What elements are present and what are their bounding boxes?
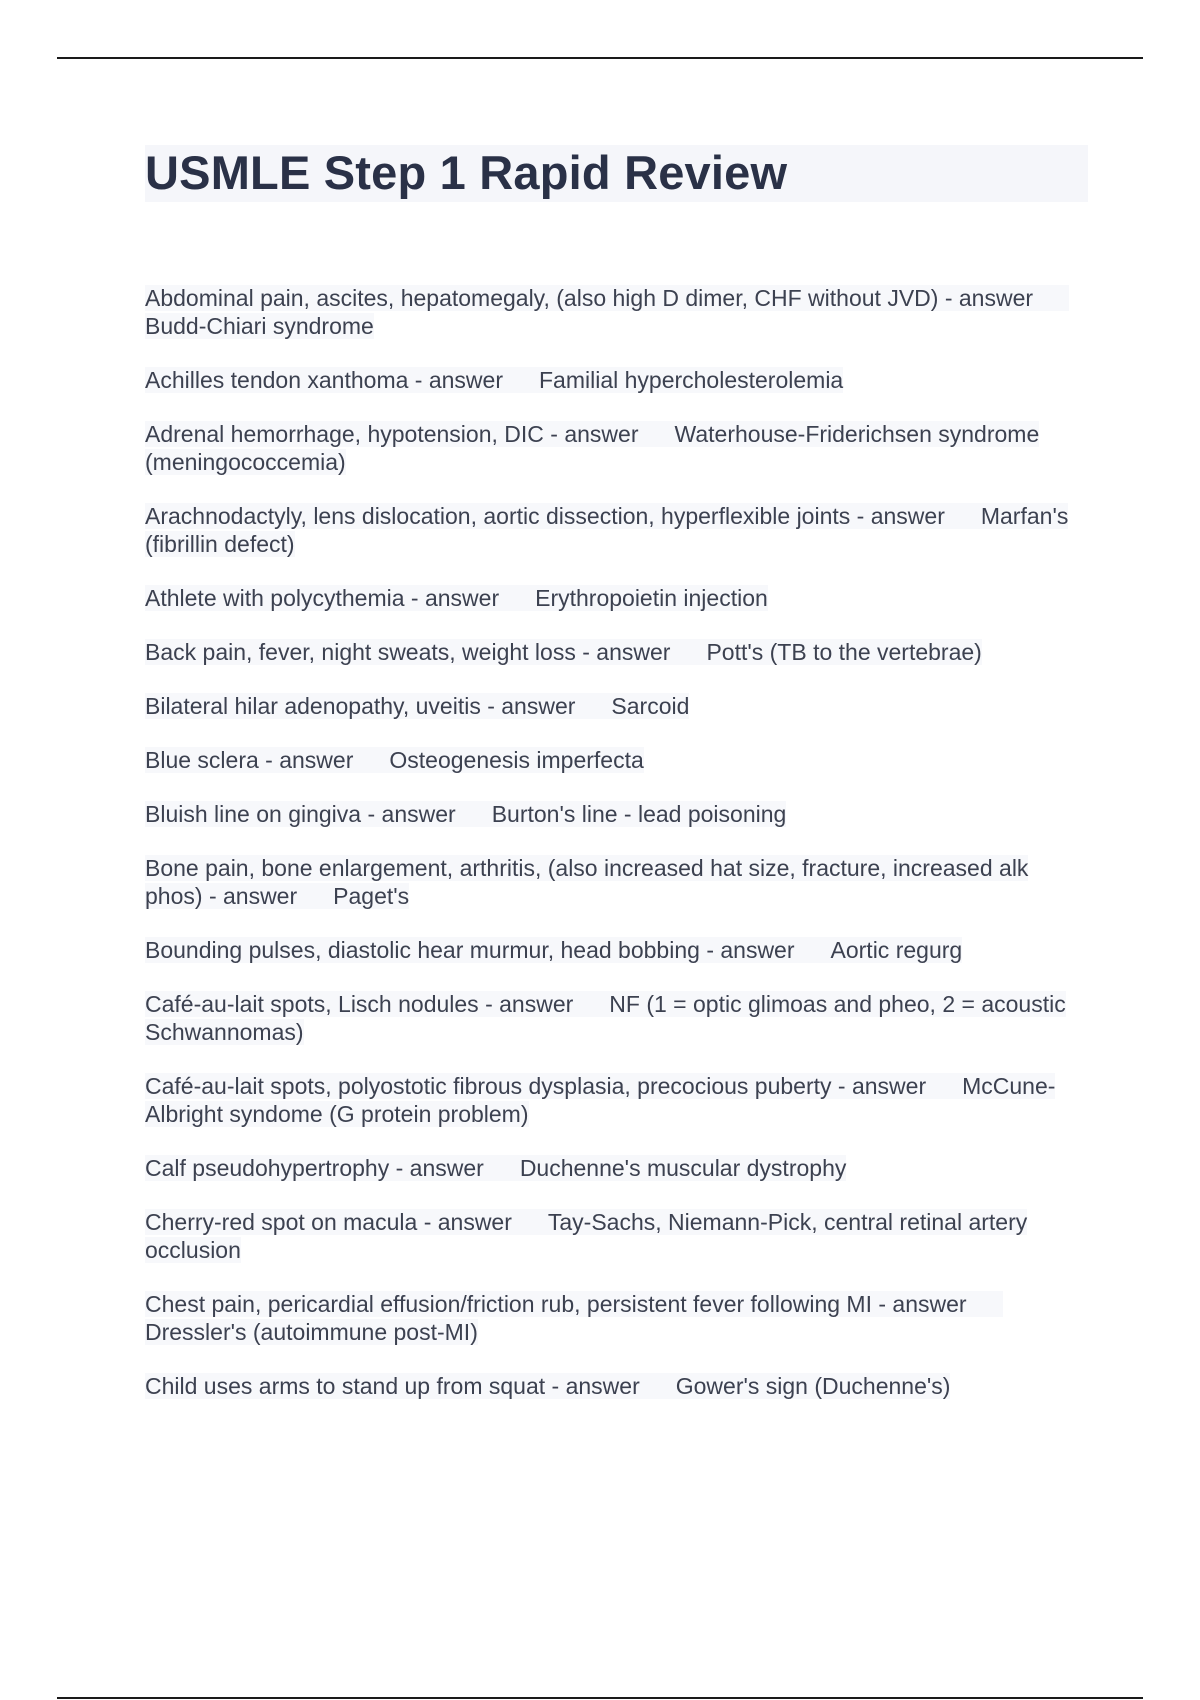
list-item	[145, 854, 1090, 910]
list-item	[145, 1072, 1090, 1128]
question-text: Abdominal pain, ascites, hepatomegaly, (also high D dimer, CHF without JVD)	[145, 285, 939, 311]
list-item	[145, 936, 1090, 964]
list-item	[145, 800, 1090, 828]
question-text: Calf pseudohypertrophy	[145, 1155, 390, 1181]
answer-separator: - answer	[414, 367, 503, 393]
answer-separator: - answer	[878, 1291, 967, 1317]
question-text: Achilles tendon xanthoma	[145, 367, 409, 393]
list-item	[145, 284, 1090, 340]
answer-text: Familial hypercholesterolemia	[538, 367, 844, 393]
answer-separator: - answer	[410, 585, 500, 611]
answer-text: Marfan's (fibrillin defect)	[145, 503, 1069, 557]
answer-text: NF (1 = optic glimoas and pheo, 2 = acoustic Schwannomas)	[145, 991, 1066, 1045]
question-text: Back pain, fever, night sweats, weight loss	[145, 639, 576, 665]
header-rule	[57, 57, 1143, 59]
answer-text: McCune-Albright syndome (G protein problem)	[145, 1073, 1056, 1127]
answer-text: Osteogenesis imperfecta	[389, 747, 644, 773]
answer-separator: - answer	[550, 421, 639, 447]
answer-separator: - answer	[944, 285, 1034, 311]
question-text: Child uses arms to stand up from squat	[145, 1373, 546, 1399]
question-text: Bone pain, bone enlargement, arthritis, (also increased hat size, fracture, increased alk phos)	[145, 855, 1029, 909]
list-item	[145, 502, 1090, 558]
answer-text: Burton's line - lead poisoning	[491, 801, 787, 827]
list-item	[145, 1208, 1090, 1264]
answer-text: Tay-Sachs, Niemann-Pick, central retinal artery occlusion	[145, 1209, 1028, 1263]
list-item	[145, 638, 1090, 666]
answer-separator: - answer	[367, 801, 456, 827]
question-text: Bluish line on gingiva	[145, 801, 362, 827]
answer-text: Waterhouse-Friderichsen syndrome (meningococcemia)	[145, 421, 1040, 475]
answer-text: Aortic regurg	[830, 937, 963, 963]
list-item	[145, 990, 1090, 1046]
question-text: Bounding pulses, diastolic hear murmur, head bobbing	[145, 937, 700, 963]
question-text: Athlete with polycythemia	[145, 585, 405, 611]
question-text: Café-au-lait spots, Lisch nodules	[145, 991, 479, 1017]
answer-separator: - answer	[485, 991, 574, 1017]
answer-text: Budd-Chiari syndrome	[145, 313, 374, 339]
answer-text: Dressler's (autoimmune post-MI)	[145, 1319, 478, 1345]
list-item	[145, 1290, 1090, 1346]
footer-rule	[57, 1697, 1143, 1699]
answer-text: Erythropoietin injection	[535, 585, 768, 611]
question-text: Café-au-lait spots, polyostotic fibrous dysplasia, precocious puberty	[145, 1073, 832, 1099]
answer-separator: - answer	[856, 503, 945, 529]
answer-text: Gower's sign (Duchenne's)	[675, 1373, 951, 1399]
list-item	[145, 1154, 1090, 1182]
answer-separator: - answer	[395, 1155, 484, 1181]
question-text: Blue sclera	[145, 747, 259, 773]
answer-text: Pott's (TB to the vertebrae)	[706, 639, 982, 665]
answer-separator: - answer	[487, 693, 576, 719]
answer-separator: - answer	[423, 1209, 512, 1235]
list-item	[145, 584, 1090, 612]
answer-text: Duchenne's muscular dystrophy	[519, 1155, 847, 1181]
qa-list	[145, 284, 1090, 1426]
answer-separator: - answer	[582, 639, 671, 665]
page-title: USMLE Step 1 Rapid Review	[145, 146, 788, 199]
list-item	[145, 1372, 1090, 1400]
answer-separator: - answer	[265, 747, 354, 773]
question-text: Adrenal hemorrhage, hypotension, DIC	[145, 421, 544, 447]
question-text: Bilateral hilar adenopathy, uveitis	[145, 693, 481, 719]
list-item	[145, 746, 1090, 774]
list-item	[145, 692, 1090, 720]
list-item	[145, 366, 1090, 394]
answer-separator: - answer	[551, 1373, 640, 1399]
question-text: Cherry-red spot on macula	[145, 1209, 418, 1235]
answer-separator: - answer	[706, 937, 795, 963]
answer-text: Paget's	[333, 883, 410, 909]
answer-separator: - answer	[208, 883, 298, 909]
answer-text: Sarcoid	[611, 693, 690, 719]
list-item	[145, 420, 1090, 476]
question-text: Arachnodactyly, lens dislocation, aortic dissection, hyperflexible joints	[145, 503, 851, 529]
answer-separator: - answer	[837, 1073, 927, 1099]
question-text: Chest pain, pericardial effusion/friction rub, persistent fever following MI	[145, 1291, 872, 1317]
